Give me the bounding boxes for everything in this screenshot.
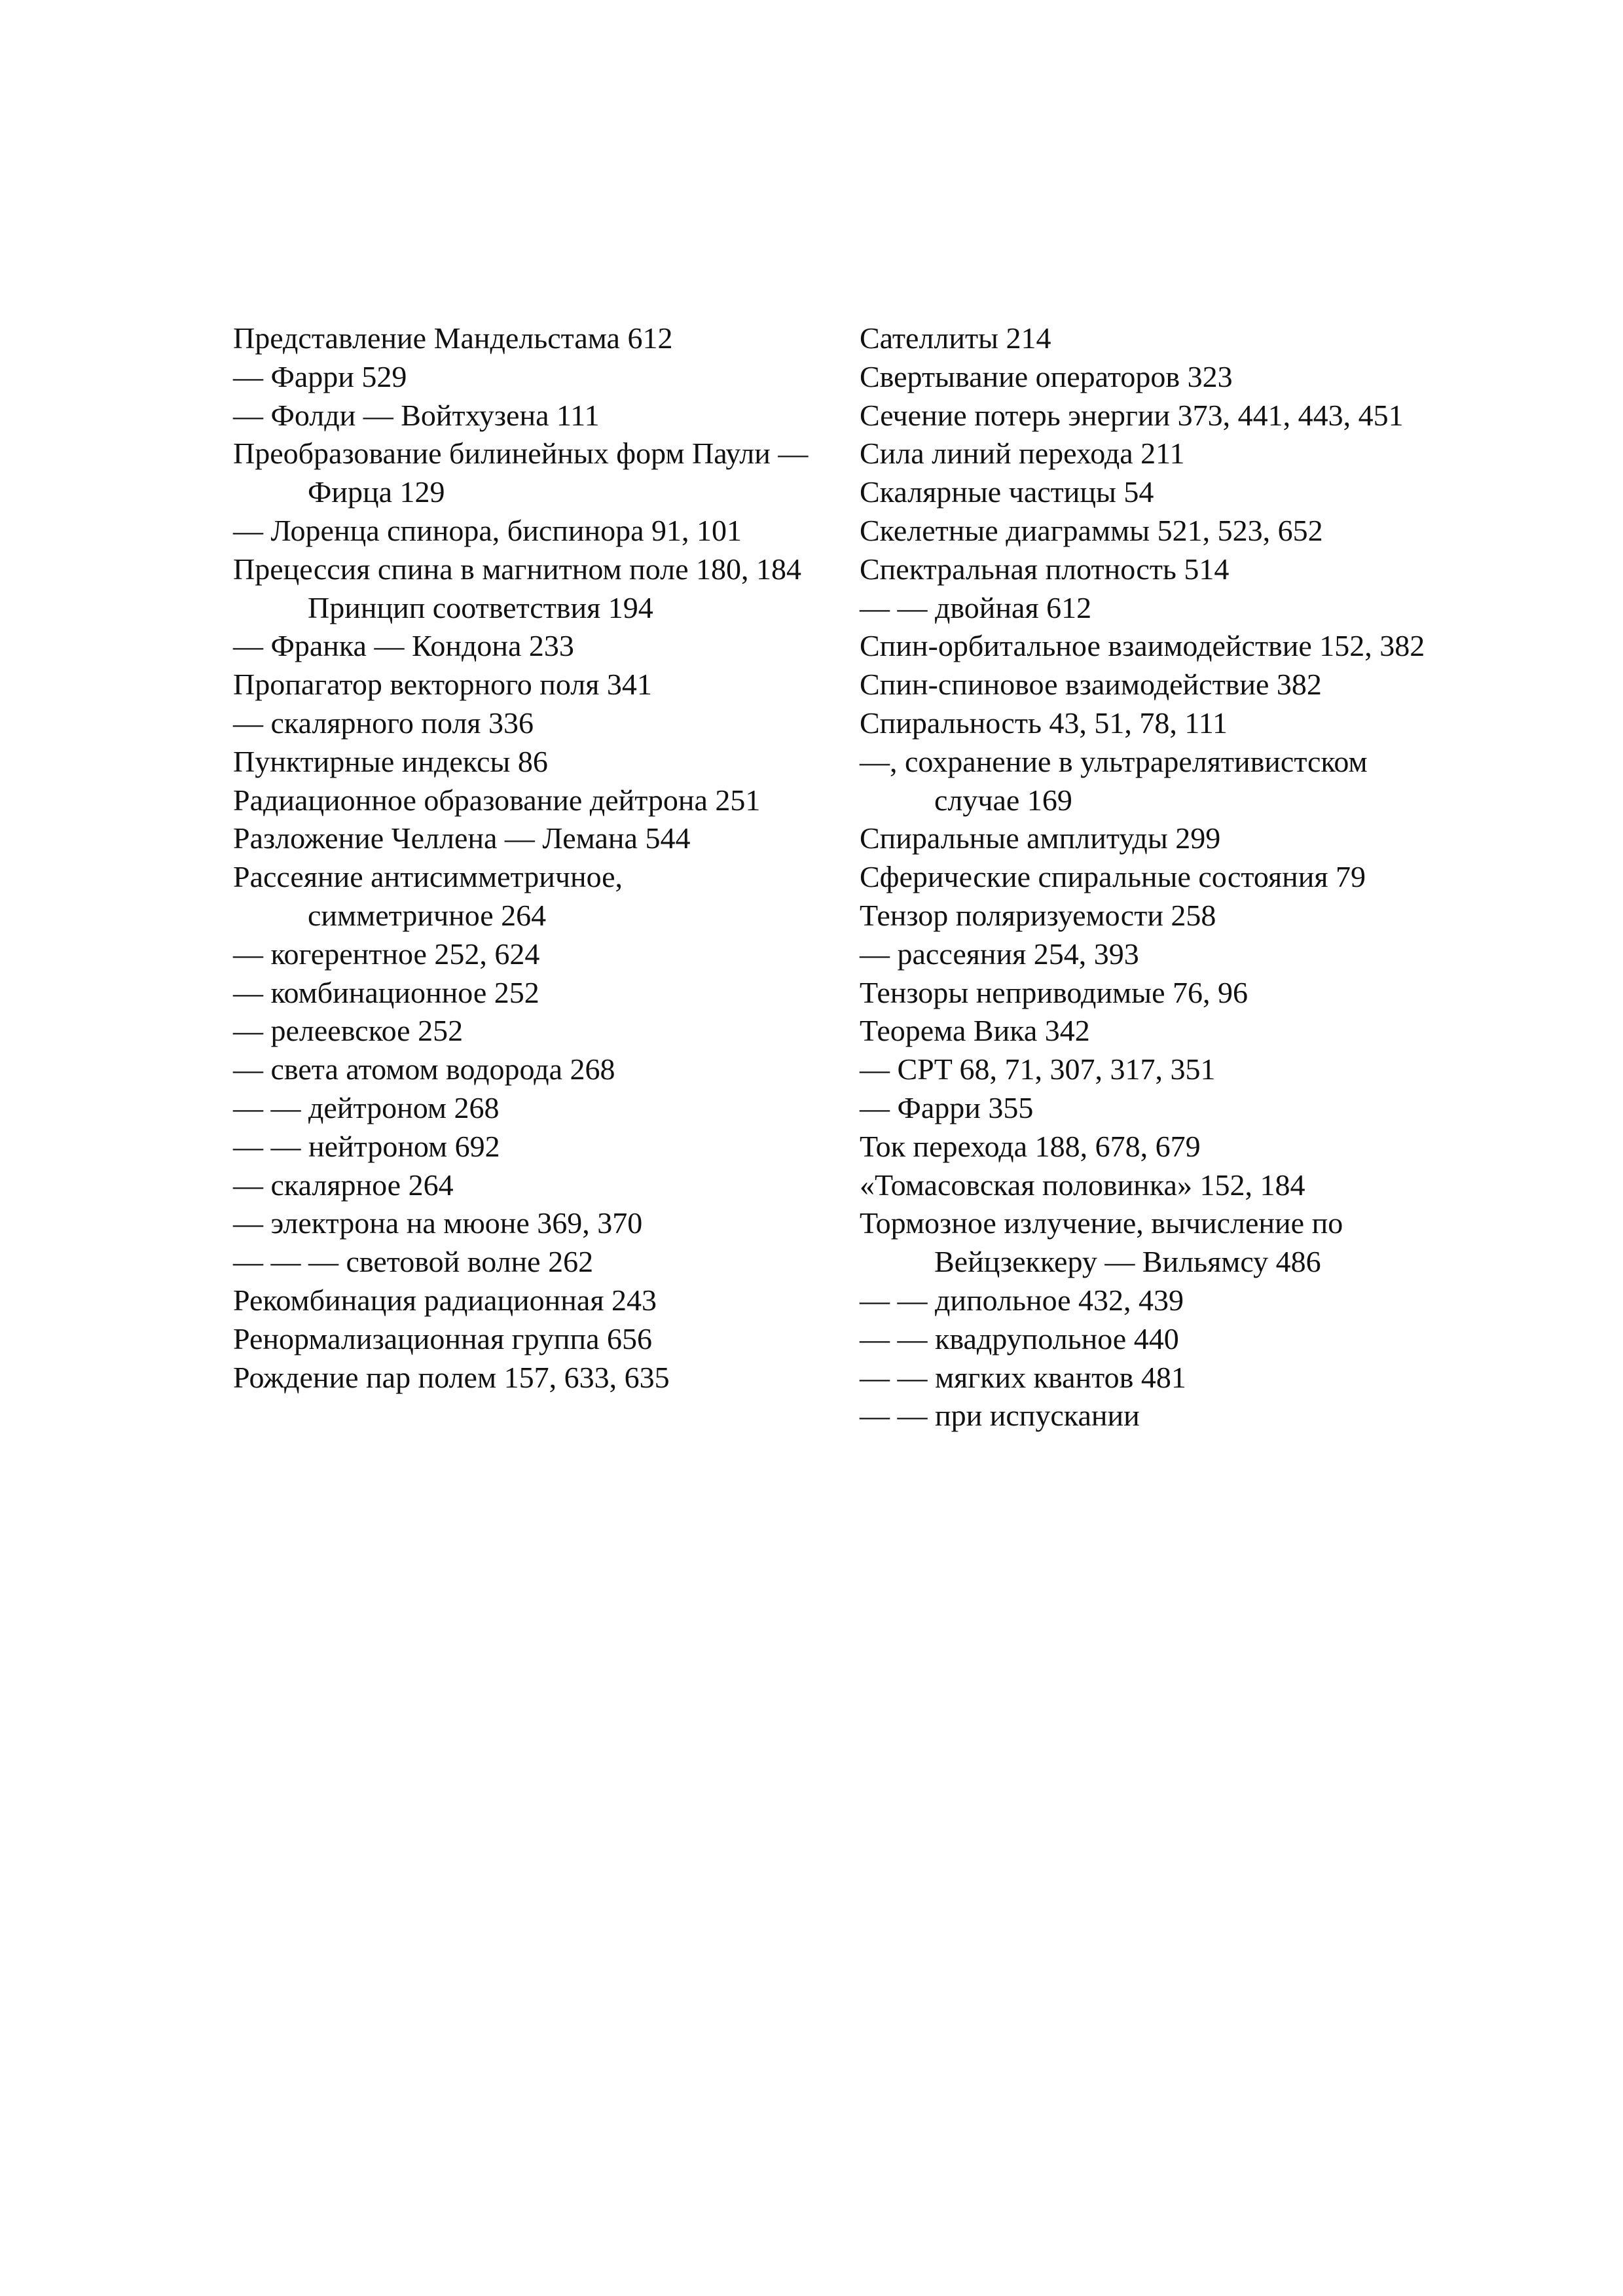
index-entry: Рекомбинация радиационная 243 <box>233 1283 657 1317</box>
index-entry: Спин-спиновое взаимодействие 382 <box>860 668 1322 702</box>
index-entry: Тормозное излучение, вычисление по Вейцзеккеру — Вильямсу 486 <box>860 1206 1343 1279</box>
index-entry: Скелетные диаграммы 521, 523, 652 <box>860 513 1323 547</box>
index-entry: — Фарри 529 <box>233 359 407 393</box>
index-entry: Пунктирные индексы 86 <box>233 744 548 778</box>
index-entry: Спин-орбитальное взаимодействие 152, 382 <box>860 629 1425 663</box>
index-entry: Свертывание операторов 323 <box>860 359 1233 393</box>
index-entry: Скалярные частицы 54 <box>860 475 1154 509</box>
index-entry: — — дипольное 432, 439 <box>860 1283 1184 1317</box>
index-entry: Разложение Челлена — Лемана 544 <box>233 821 691 855</box>
index-entry: Тензоры неприводимые 76, 96 <box>860 975 1248 1009</box>
index-entry: —, сохранение в ультрарелятивистском случае 169 <box>860 744 1368 817</box>
index-entry: — — нейтроном 692 <box>233 1129 500 1163</box>
index-entry: — когерентное 252, 624 <box>233 937 540 971</box>
index-entry: — — двойная 612 <box>860 590 1092 624</box>
index-entry: — Фолди — Войтхузена 111 <box>233 398 600 432</box>
index-entry: Спиральность 43, 51, 78, 111 <box>860 706 1228 740</box>
index-entry: Сечение потерь энергии 373, 441, 443, 451 <box>860 398 1404 432</box>
index-entry: — комбинационное 252 <box>233 975 539 1009</box>
index-entry: Пропагатор векторного поля 341 <box>233 668 652 702</box>
index-entry: — скалярного поля 336 <box>233 706 534 740</box>
index-entry: — — мягких квантов 481 <box>860 1360 1186 1394</box>
index-entry: Теорема Вика 342 <box>860 1014 1090 1048</box>
index-entry: Сила линий перехода 211 <box>860 437 1185 471</box>
index-entry: Преобразование билинейных форм Паули — Фирца 129 <box>233 437 809 509</box>
index-entry: — электрона на мюоне 369, 370 <box>233 1206 643 1240</box>
index-entry: «Томасовская половинка» 152, 184 <box>860 1168 1305 1202</box>
index-entry: Ток перехода 188, 678, 679 <box>860 1129 1201 1163</box>
index-column-right <box>860 319 1436 1435</box>
index-entry: — рассеяния 254, 393 <box>860 937 1139 971</box>
index-entry: — света атомом водорода 268 <box>233 1052 615 1086</box>
index-entry: Рассеяние антисимметричное, симметричное 264 <box>233 860 623 932</box>
index-entry: — скалярное 264 <box>233 1168 454 1202</box>
index-entry: Спиральные амплитуды 299 <box>860 821 1221 855</box>
index-entry: Радиационное образование дейтрона 251 <box>233 783 761 817</box>
index-entry: — — дейтроном 268 <box>233 1090 500 1124</box>
index-column-left <box>233 319 809 1397</box>
index-entry: Рождение пар полем 157, 633, 635 <box>233 1360 670 1394</box>
index-entry: Спектральная плотность 514 <box>860 552 1230 586</box>
index-entry: Прецессия спина в магнитном поле 180, 184 Принцип соответствия 194 <box>233 552 801 624</box>
index-entry: — — квадрупольное 440 <box>860 1321 1179 1355</box>
index-entry: Сферические спиральные состояния 79 <box>860 860 1366 894</box>
index-entry: Представление Мандельстама 612 <box>233 321 673 355</box>
index-entry: Сателлиты 214 <box>860 321 1051 355</box>
index-entry: — Фарри 355 <box>860 1090 1034 1124</box>
index-entry: — Лоренца спинора, биспинора 91, 101 <box>233 513 742 547</box>
index-entry: Тензор поляризуемости 258 <box>860 898 1216 932</box>
index-entry: — Франка — Кондона 233 <box>233 629 574 663</box>
index-entry: — — при испускании <box>860 1399 1140 1433</box>
index-entry: — — — световой волне 262 <box>233 1245 594 1279</box>
index-entry: Ренормализационная группа 656 <box>233 1321 653 1355</box>
index-entry: — релеевское 252 <box>233 1014 464 1048</box>
index-entry: — CPT 68, 71, 307, 317, 351 <box>860 1052 1216 1086</box>
